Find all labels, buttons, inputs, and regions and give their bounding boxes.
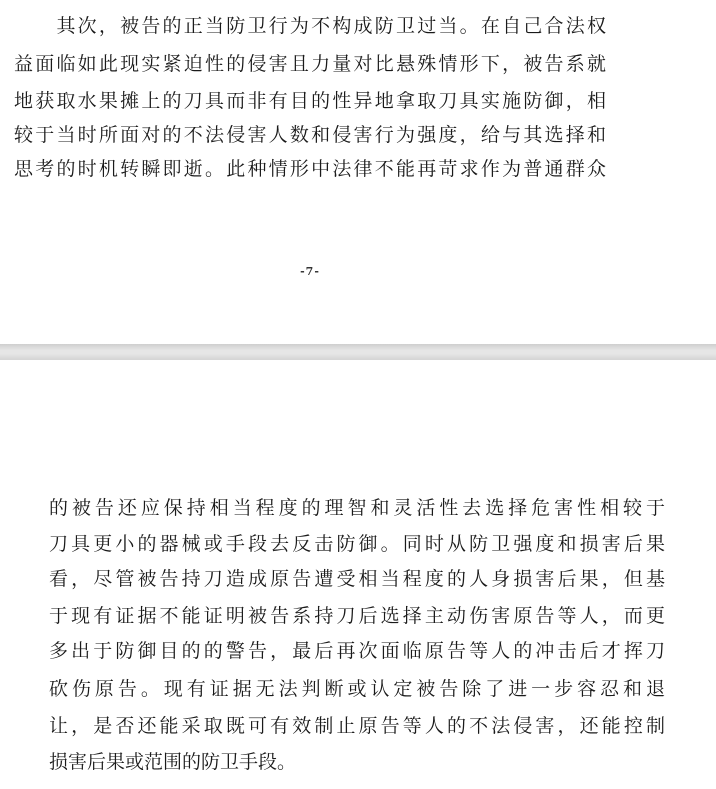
text-line: 多出于防御目的的警告，最后再次面临原告等人的冲击后才挥刀 [49,640,665,662]
text-line: 于现有证据不能证明被告系持刀后选择主动伤害原告等人，而更 [49,605,665,627]
text-line: 损害后果或范围的防卫手段。 [49,751,297,773]
page-separator [0,344,716,360]
text-line: 刀具更小的器械或手段去反击防御。同时从防卫强度和损害后果 [49,533,665,555]
text-line: 益面临如此现实紧迫性的侵害且力量对比悬殊情形下，被告系就 [14,53,606,75]
document-page-top [0,0,716,344]
text-line: 较于当时所面对的不法侵害人数和侵害行为强度，给与其选择和 [14,124,606,146]
text-line: 地获取水果摊上的刀具而非有目的性异地拿取刀具实施防御，相 [14,90,606,112]
document-page-bottom [0,360,716,789]
text-line: 的被告还应保持相当程度的理智和灵活性去选择危害性相较于 [49,497,665,519]
text-line: 让，是否还能采取既可有效制止原告等人的不法侵害，还能控制 [49,715,665,737]
text-line: 砍伤原告。现有证据无法判断或认定被告除了进一步容忍和退 [49,678,665,700]
text-line: 思考的时机转瞬即逝。此种情形中法律不能再苛求作为普通群众 [14,158,606,180]
text-line: 看，尽管被告持刀造成原告遭受相当程度的人身损害后果，但基 [49,568,665,590]
page-number: -7- [300,265,320,278]
text-line: 其次，被告的正当防卫行为不构成防卫过当。在自己合法权 [14,15,606,37]
